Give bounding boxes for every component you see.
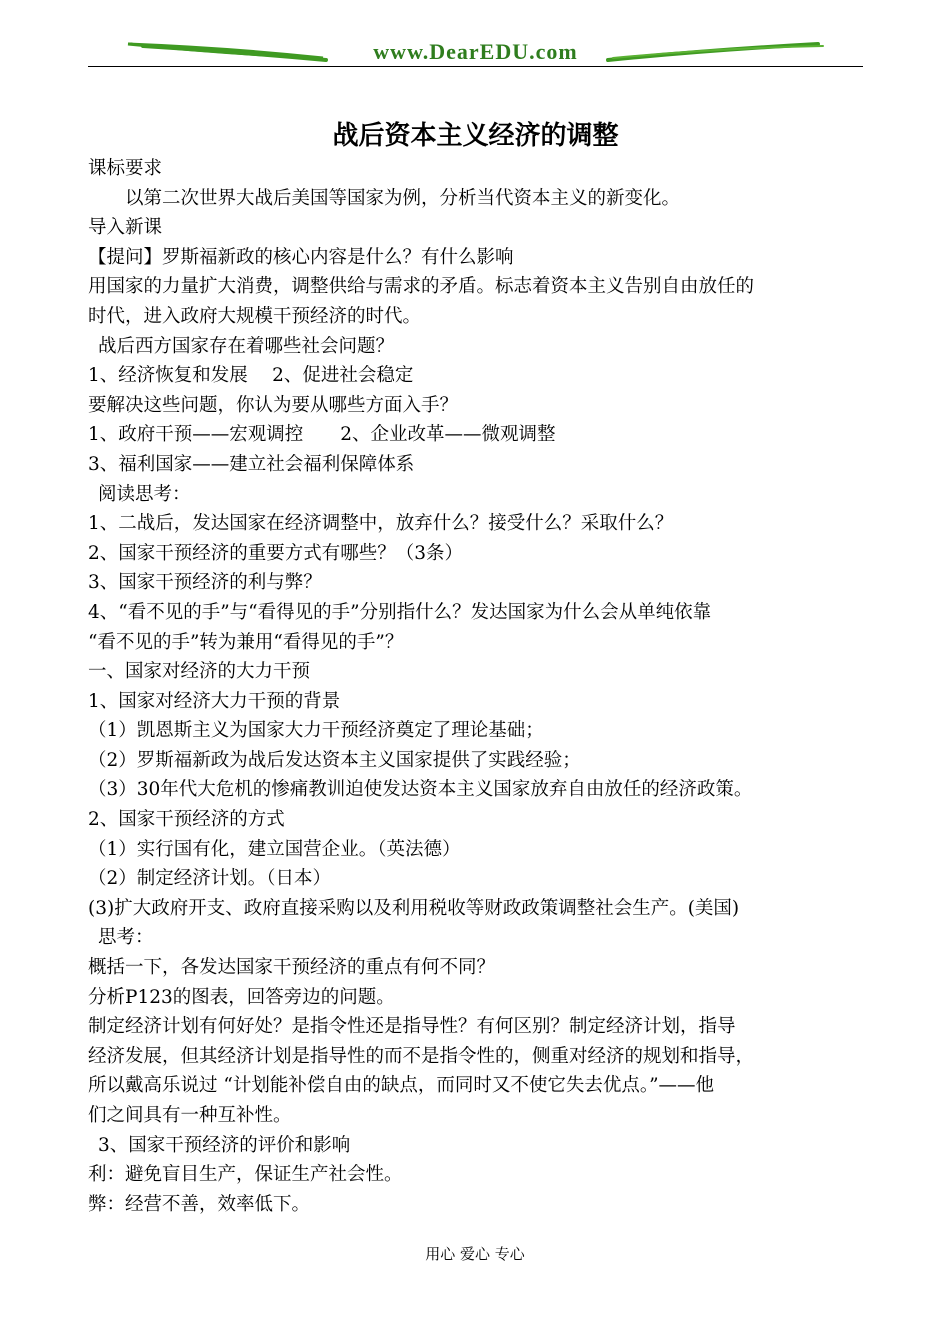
paragraph-line: 分析P123的图表，回答旁边的问题。 bbox=[88, 986, 395, 1008]
question-line: 战后西方国家存在着哪些社会问题？ bbox=[98, 335, 395, 357]
paragraph-line: 用国家的力量扩大消费，调整供给与需求的矛盾。标志着资本主义告别自由放任的 bbox=[88, 276, 755, 298]
subsection-heading: 2、国家干预经济的方式 bbox=[88, 809, 285, 831]
list-item: 4、“看不见的手”与“看得见的手”分别指什么？发达国家为什么会从单纯依靠 bbox=[88, 601, 712, 623]
list-item: 3、国家干预经济的利与弊？ bbox=[88, 572, 322, 594]
paragraph-line: 经济发展，但其经济计划是指导性的而不是指令性的，侧重对经济的规划和指导， bbox=[88, 1045, 755, 1067]
section-heading: 思考： bbox=[98, 927, 154, 949]
document-title: 战后资本主义经济的调整 bbox=[332, 121, 619, 151]
site-logo-text: www.DearEDU.com bbox=[373, 39, 578, 64]
section-heading: 一、国家对经济的大力干预 bbox=[88, 661, 311, 683]
list-item: （2）制定经济计划。（日本） bbox=[88, 868, 332, 890]
document-body bbox=[88, 154, 868, 1219]
list-item: “看不见的手”转为兼用“看得见的手”？ bbox=[88, 631, 404, 653]
list-item: 1、二战后，发达国家在经济调整中，放弃什么？接受什么？采取什么？ bbox=[88, 513, 674, 535]
paragraph-line: 以第二次世界大战后美国等国家为例，分析当代资本主义的新变化。 bbox=[125, 187, 681, 209]
list-item: 3、福利国家——建立社会福利保障体系 bbox=[88, 453, 415, 475]
list-item: 2、国家干预经济的重要方式有哪些？（3条） bbox=[88, 542, 464, 564]
paragraph-line: 们之间具有一种互补性。 bbox=[88, 1105, 292, 1126]
question-line: 概括一下，各发达国家干预经济的重点有何不同？ bbox=[88, 957, 496, 979]
list-item: （3）30年代大危机的惨痛教训迫使发达资本主义国家放弃自由放任的经济政策。 bbox=[88, 779, 753, 801]
question-line: 【提问】罗斯福新政的核心内容是什么？有什么影响 bbox=[88, 246, 514, 268]
list-item: 1、政府干预——宏观调控 2、企业改革——微观调整 bbox=[88, 424, 556, 446]
page-footer: 用心 爱心 专心 bbox=[425, 1245, 525, 1263]
paragraph-line: 制定经济计划有何好处？是指令性还是指导性？有何区别？制定经济计划，指导 bbox=[88, 1016, 736, 1038]
list-item: 1、经济恢复和发展 2、促进社会稳定 bbox=[88, 365, 414, 387]
section-heading: 导入新课 bbox=[88, 217, 163, 239]
subsection-heading: 3、国家干预经济的评价和影响 bbox=[98, 1134, 351, 1156]
site-header bbox=[88, 30, 863, 70]
list-item: 利：避免盲目生产，保证生产社会性。 bbox=[88, 1164, 403, 1186]
section-heading: 阅读思考： bbox=[98, 483, 191, 505]
subsection-heading: 1、国家对经济大力干预的背景 bbox=[88, 690, 341, 712]
section-heading: 课标要求 bbox=[88, 158, 163, 179]
list-item: （2）罗斯福新政为战后发达资本主义国家提供了实践经验； bbox=[88, 749, 581, 771]
list-item: （1）凯恩斯主义为国家大力干预经济奠定了理论基础； bbox=[88, 720, 544, 742]
list-item: (3)扩大政府开支、政府直接采购以及利用税收等财政政策调整社会生产。(美国) bbox=[88, 897, 740, 919]
list-item: 弊：经营不善，效率低下。 bbox=[88, 1193, 311, 1215]
header-divider bbox=[88, 66, 863, 67]
paragraph-line: 所以戴高乐说过 “计划能补偿自由的缺点，而同时又不使它失去优点。”——他 bbox=[88, 1075, 715, 1097]
question-line: 要解决这些问题，你认为要从哪些方面入手？ bbox=[88, 394, 459, 416]
paragraph-line: 时代，进入政府大规模干预经济的时代。 bbox=[88, 305, 422, 327]
list-item: （1）实行国有化，建立国营企业。（英法德） bbox=[88, 838, 461, 860]
